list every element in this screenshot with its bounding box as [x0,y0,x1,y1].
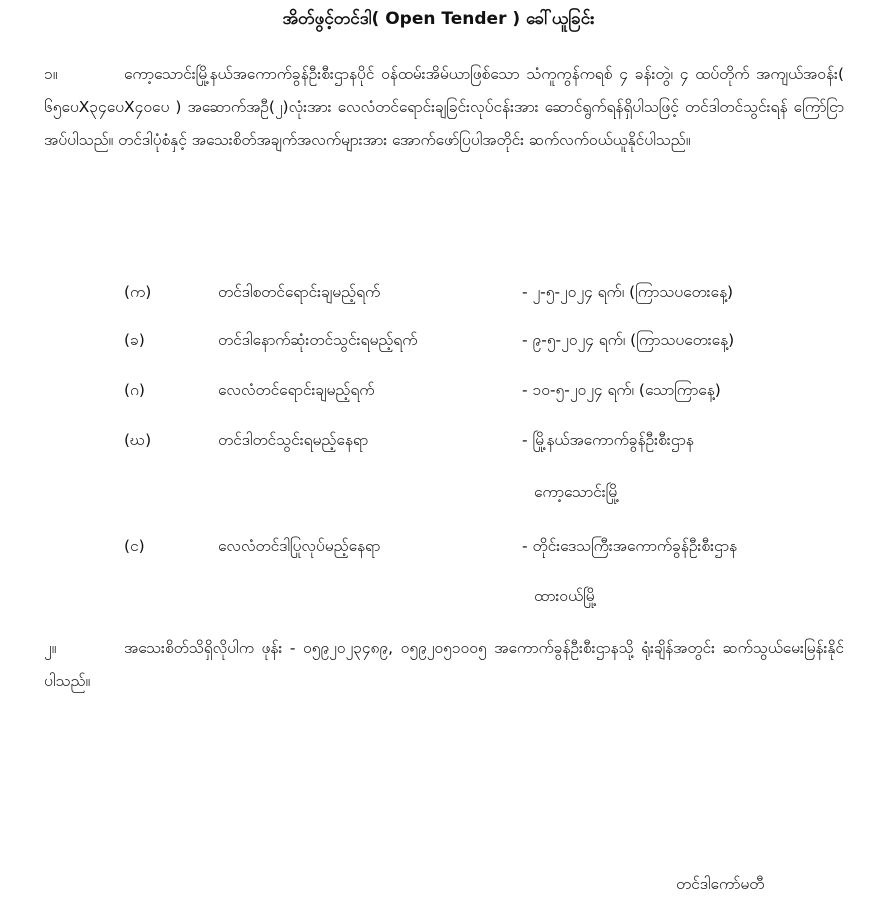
paragraph-2-number: ၂။ [44,639,57,657]
item-label: လေလံတင်ရောင်းချမည့်ရက် [218,381,375,399]
item-label: လေလံတင်ဒါပြုလုပ်မည့်နေရာ [218,537,381,555]
item-label: တင်ဒါနောက်ဆုံးတင်သွင်းရမည့်ရက် [218,331,418,349]
signature: တင်ဒါကော်မတီ [676,875,765,893]
item-letter: (ခ) [124,331,145,349]
item-value: - ၁၀-၅-၂၀၂၄ ရက်၊ (သောကြာနေ့) [522,381,721,399]
paragraph-1 [44,58,844,157]
item-value: - တိုင်းဒေသကြီးအကောက်ခွန်ဦးစီးဌာန [522,537,738,555]
item-letter: (ဂ) [124,381,145,399]
paragraph-1-text: ကော့သောင်းမြို့နယ်အကောက်ခွန်ဦးစီးဌာနပိုင် ဝန်ထမ်းအိမ်ယာဖြစ်သော သံကူကွန်ကရစ် ၄ ခန်းတွဲ၊ ၄ ထပ်တိုက် အကျယ်အဝန်း( ၆၅ပေX၃၄ပေX၄၀ပေ ) အဆောက်အဦ(၂)လုံးအား လေလံတင်ရောင်းချခြင်းလုပ်ငန်းအား ဆောင်ရွက်ရန်ရှိပါသဖြင့် တင်ဒါတင်သွင်းရန် ကြော်ငြာအပ်ပါသည်။ တင်ဒါပုံစံနှင့် အသေးစိတ်အချက်အလက်များအား အောက်ဖော်ပြပါအတိုင်း ဆက်လက်ဝယ်ယူနိုင်ပါသည်။ [44,65,844,149]
item-value-continuation: ထားဝယ်မြို့ [534,587,597,605]
item-label: တင်ဒါတင်သွင်းရမည့်နေရာ [218,431,369,449]
item-letter: (င) [124,537,145,555]
item-label: တင်ဒါစတင်ရောင်းချမည့်ရက် [218,283,381,301]
item-value: - ၉-၅-၂၀၂၄ ရက်၊ (ကြာသပတေးနေ့) [522,331,735,349]
item-value-continuation: ကော့သောင်းမြို့ [534,483,620,501]
item-letter: (က) [124,283,152,301]
item-value: - ၂-၅-၂၀၂၄ ရက်၊ (ကြာသပတေးနေ့) [522,283,734,301]
item-letter: (ဃ) [124,431,152,449]
paragraph-2 [44,632,844,698]
paragraph-1-number: ၁။ [44,65,58,83]
paragraph-2-text: အသေးစိတ်သိရှိလိုပါက ဖုန်း - ၀၅၉၂၀၂၃၄၈၉, ၀၅၉၂၀၅၁၀၀၅ အကောက်ခွန်ဦးစီးဌာနသို့ ရုံးချိန်အတွင်း ဆက်သွယ်မေးမြန်းနိုင်ပါသည်။ [44,639,844,690]
document-title: အိတ်ဖွင့်တင်ဒါ( Open Tender ) ခေါ်ယူခြင်း [282,9,595,29]
item-value: - မြို့နယ်အကောက်ခွန်ဦးစီးဌာန [522,431,694,449]
